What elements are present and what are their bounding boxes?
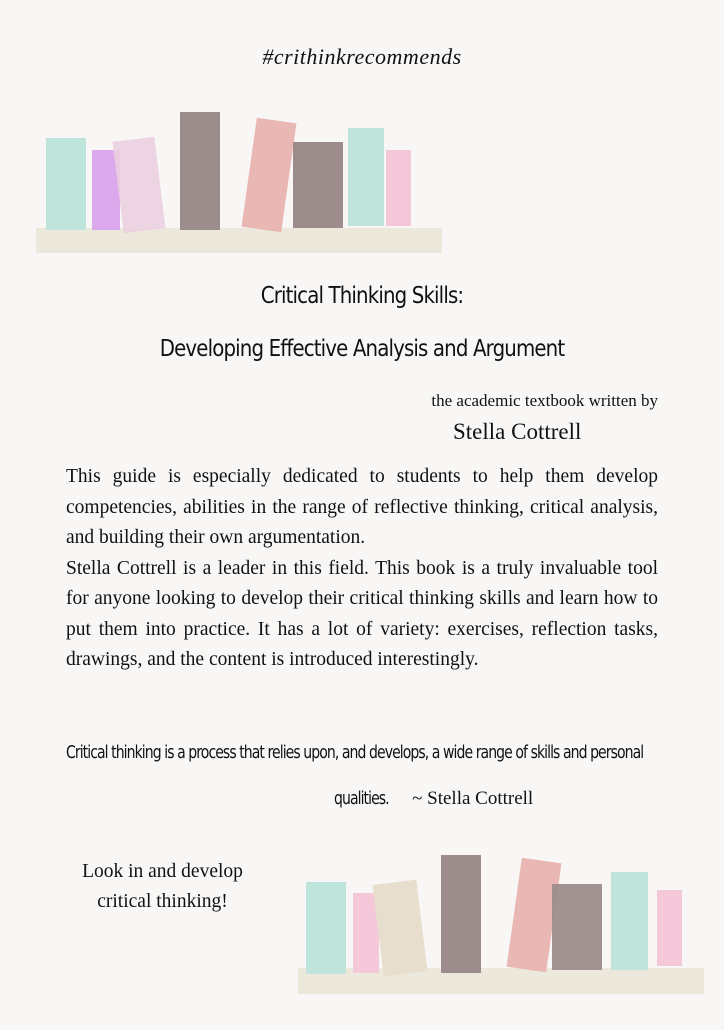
quote-line-2 [66, 776, 666, 822]
quote-text-line-2: qualities. [334, 788, 389, 809]
book [242, 118, 297, 232]
description-paragraph-2: Stella Cottrell is a leader in this field. This book is a truly invaluable tool for anyone looking to develop their critical thinking skills and learn how to put them into practice. It has a lot of variety: exercises, reflection tasks, drawings, and the content is introduced interestingly. [66, 557, 658, 670]
author-quote [66, 730, 666, 822]
book [306, 882, 346, 974]
book [113, 137, 166, 233]
author-name: Stella Cottrell [453, 419, 582, 444]
book [552, 884, 602, 970]
slogan-line-1: Look in and develop [82, 861, 243, 882]
book [46, 138, 86, 230]
book [441, 855, 481, 973]
book [180, 112, 220, 230]
book [373, 880, 428, 977]
book [611, 872, 648, 970]
slogan-line-2: critical thinking! [97, 891, 228, 912]
description-paragraph-1: This guide is especially dedicated to students to help them develop competencies, abilities in the range of reflective thinking, critical analysis, and building their own argumentation. [66, 466, 658, 548]
book-title-line-2: Developing Effective Analysis and Argument [159, 336, 565, 362]
book-title-line-1: Critical Thinking Skills: [260, 283, 464, 309]
book [657, 890, 682, 966]
bookshelf-illustration-bottom [0, 830, 724, 1030]
bookshelf-illustration-top [0, 0, 724, 260]
book [293, 142, 343, 228]
hashtag: #crithinkrecommends [262, 44, 462, 69]
book [386, 150, 411, 226]
book [348, 128, 384, 226]
byline: the academic textbook written by [431, 391, 658, 410]
book-description [66, 462, 658, 676]
quote-text-line-1: Critical thinking is a process that relies upon, and develops, a wide range of skills and personal [66, 742, 644, 763]
shelf [36, 228, 442, 253]
quote-attribution: ~ Stella Cottrell [412, 788, 534, 809]
